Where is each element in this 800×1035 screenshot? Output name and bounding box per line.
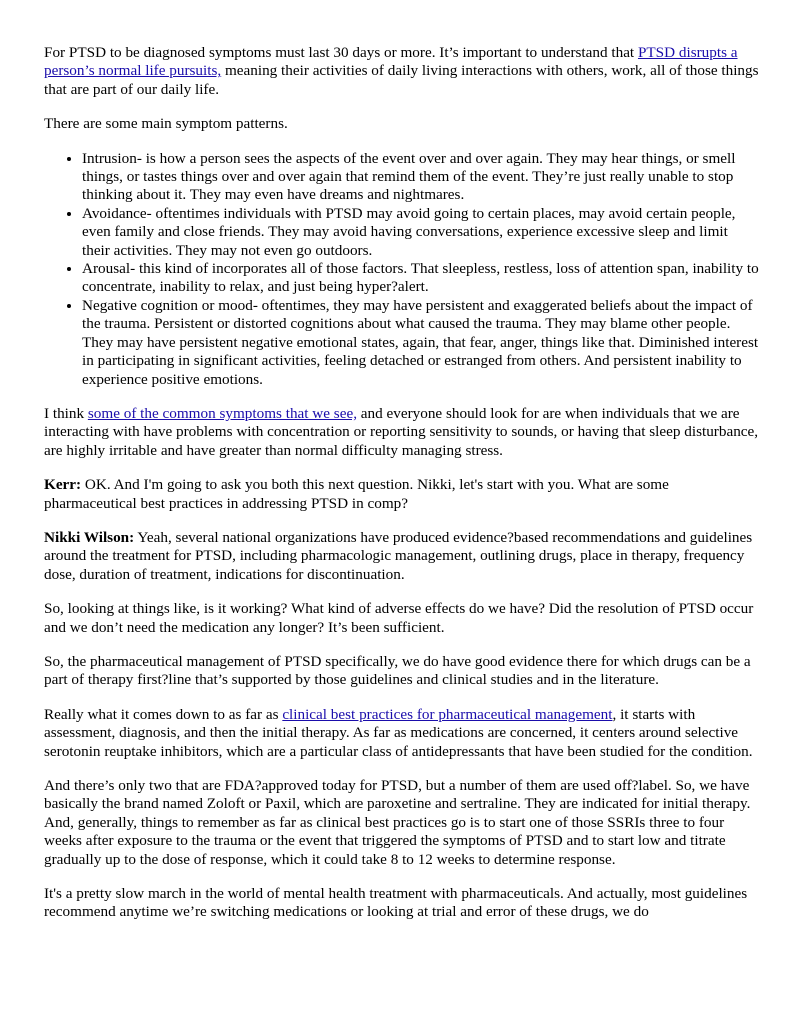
fda-paragraph: And there’s only two that are FDA?approved today for PTSD, but a number of them are used off?label. So, we have basically the brand named Zoloft or Paxil, which are paroxetine and sertraline. They are indicated for initial therapy. And, generally, things to remember as far as clinical best practices go is to start one of those SSRIs three to four weeks after exposure to the trauma or the event that triggered the symptoms of PTSD and to start low and titrate gradually up to the dose of response, which it could take 8 to 12 weeks to determine response. xyxy=(44,777,751,868)
symptom-patterns-list xyxy=(44,150,759,389)
list-item-arousal: • Arousal- this kind of incorporates all of those factors. That sleepless, restless, loss of attention span, inability to concentrate, inability to relax, and just being hyper?alert. xyxy=(82,260,759,297)
clinical-best-practices-link[interactable]: clinical best practices for pharmaceutical management xyxy=(282,705,613,723)
nikki-text: Yeah, several national organizations have produced evidence?based recommendations and guidelines around the treatment for PTSD, including pharmacologic management, outlining drugs, place in therapy, frequency dose, duration of treatment, indications for discontinuation. xyxy=(44,528,753,583)
kerr-text: OK. And I'm going to ask you both this next question. Nikki, let's start with you. What are some pharmaceutical best practices in addressing PTSD in comp? xyxy=(44,476,669,512)
best-practices-text-2: , it starts with assessment, diagnosis, and then the initial therapy. As far as medications are concerned, it centers around selective serotonin reuptake inhibitors, which are a particular class of antidepressants that have been studied for the condition. xyxy=(44,705,753,760)
speaker-kerr: Kerr: xyxy=(44,476,82,494)
slow-march-paragraph: It's a pretty slow march in the world of mental health treatment with pharmaceuticals. And actually, most guidelines recommend anytime we’re switching medications or looking at trial and error of these drugs, we do xyxy=(44,885,748,921)
intro-paragraph xyxy=(44,44,759,99)
ptsd-disrupts-link[interactable]: PTSD disrupts a person’s normal life pursuits, xyxy=(44,44,738,80)
common-symptoms-paragraph xyxy=(44,405,759,460)
best-practices-paragraph xyxy=(44,706,759,761)
common-symptoms-text-1: I think xyxy=(44,404,88,422)
intro-text-2: meaning their activities of daily living interactions with others, work, all of those things that are part of our daily life. xyxy=(44,62,759,98)
management-paragraph: So, the pharmaceutical management of PTSD specifically, we do have good evidence there for which drugs can be a part of therapy first?line that’s supported by those guidelines and clinical studies and in the literature. xyxy=(44,652,751,689)
document-body xyxy=(44,44,759,938)
nikki-paragraph xyxy=(44,529,759,584)
common-symptoms-text-2: and everyone should look for are when individuals that we are interacting with have problems with concentration or reporting sensitivity to sounds, or having that sleep disturbance, are highly irritable and have greater than normal difficulty managing stress. xyxy=(44,404,759,459)
kerr-paragraph xyxy=(44,476,759,513)
list-item-intrusion: • Intrusion- is how a person sees the aspects of the event over and over again. They may hear things, or smell things, or tastes things over and over again that remind them of the event. They’re just really unable to stop thinking about it. They may even have dreams and nightmares. xyxy=(82,150,759,205)
best-practices-text-1: Really what it comes down to as far as xyxy=(44,705,283,723)
common-symptoms-link[interactable]: some of the common symptoms that we see, xyxy=(87,404,357,422)
speaker-nikki-wilson: Nikki Wilson: xyxy=(44,528,135,546)
list-item-negative-cognition: • Negative cognition or mood- oftentimes, they may have persistent and exaggerated beliefs about the impact of the trauma. Persistent or distorted cognitions about what caused the trauma. They may blame other people. They may have persistent negative emotional states, again, that fear, anger, things like that. Diminished interest in participating in significant activities, feeling detached or estranged from others. And persistent inability to experience positive emotions. xyxy=(82,297,759,389)
patterns-intro-paragraph: There are some main symptom patterns. xyxy=(44,115,288,133)
working-paragraph: So, looking at things like, is it working? What kind of adverse effects do we have? Did the resolution of PTSD occur and we don’t need the medication any longer? It’s been sufficient. xyxy=(44,600,754,636)
list-item-avoidance: • Avoidance- oftentimes individuals with PTSD may avoid going to certain places, may avoid certain people, even family and close friends. They may avoid having conversations, experience excessive sleep and limit their activities. They may not even go outdoors. xyxy=(82,205,759,260)
intro-text-1: For PTSD to be diagnosed symptoms must last 30 days or more. It’s important to understand that xyxy=(44,44,638,61)
